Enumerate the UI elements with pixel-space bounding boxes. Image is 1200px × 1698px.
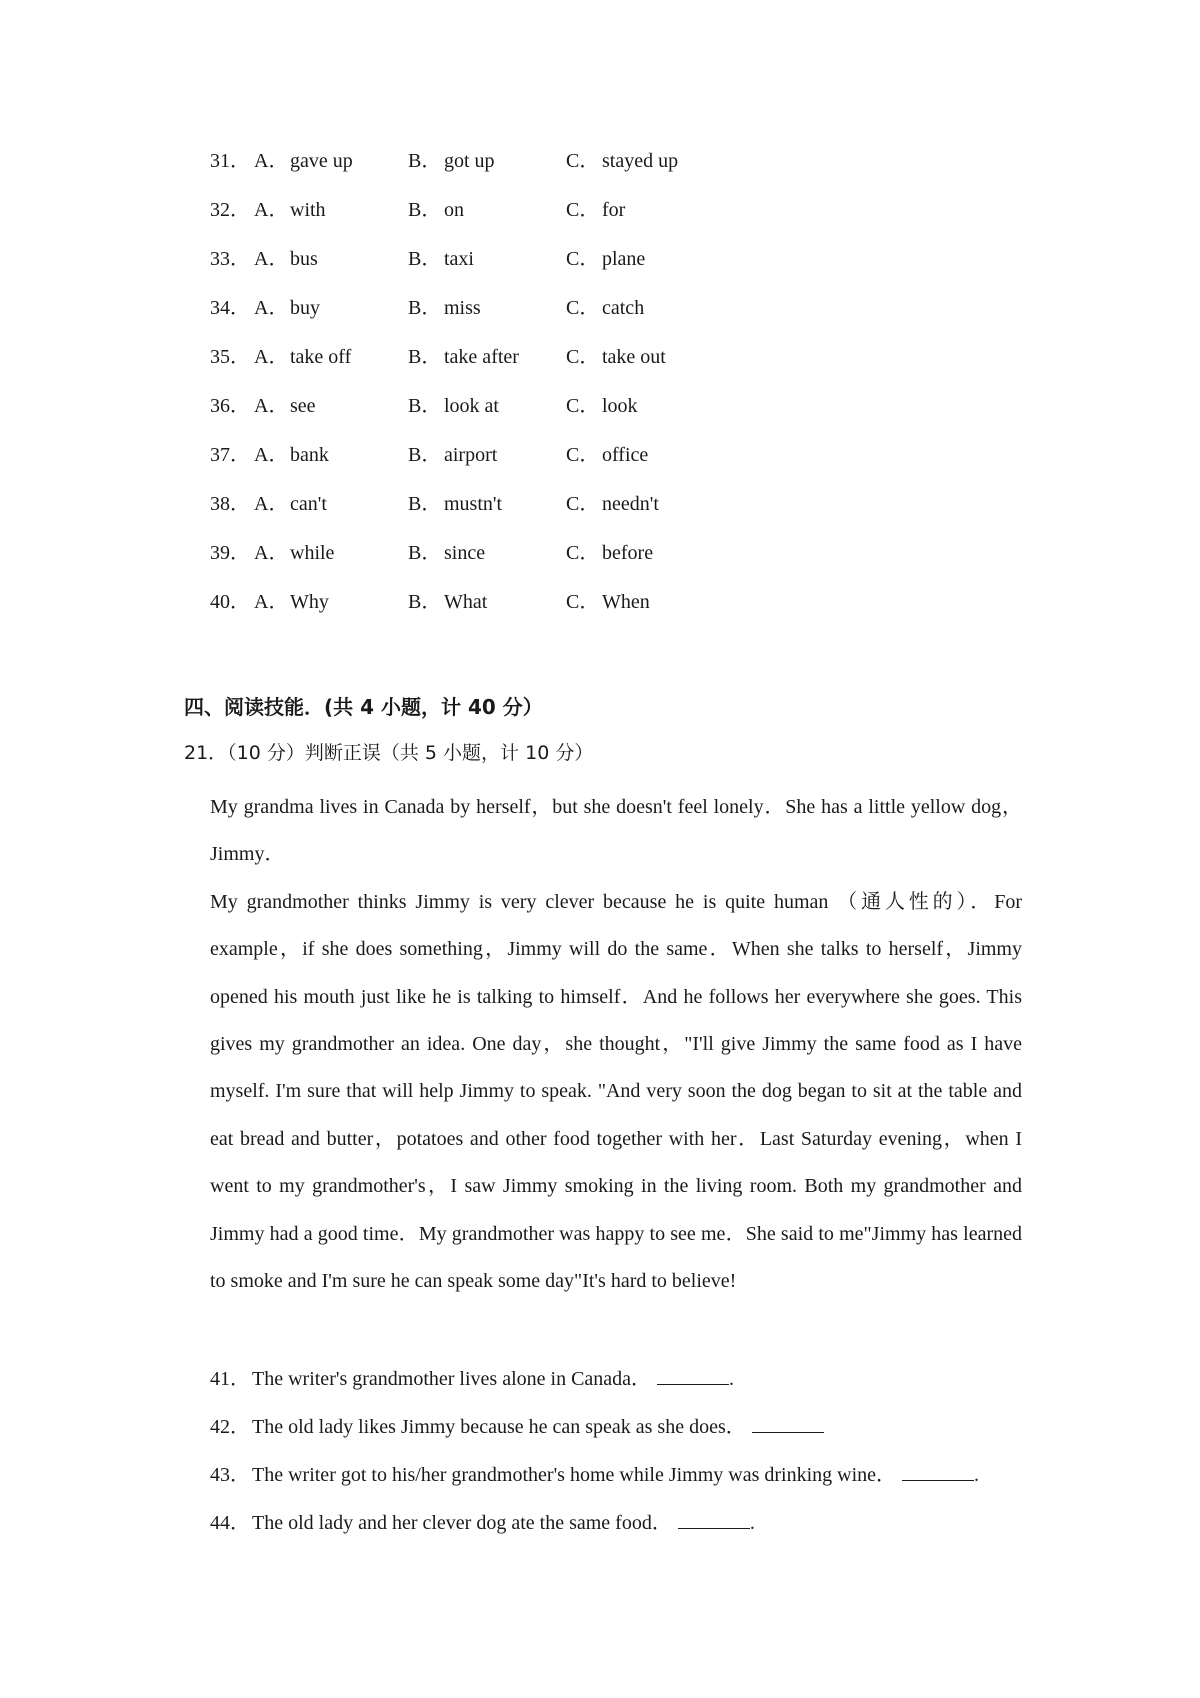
passage-paragraph-2: My grandmother thinks Jimmy is very clever because he is quite human （通人性的）．For example，if she does something，Jimmy will do the same．When she talks to herself，Jimmy opened his mouth just like he is talking to himself．And he follows her everywhere she goes. This gives my grandmother an idea. One day，she thought，"I'll give Jimmy the same food as I have myself. I'm sure that will help Jimmy to speak. "And very soon the dog began to sit at the table and eat bread and butter，potatoes and other food together with her．Last Saturday evening，when I went to my grandmother's，I saw Jimmy smoking in the living room. Both my grandmother and Jimmy had a good time．My grandmother was happy to see me．She said to me"Jimmy has learned to smoke and I'm sure he can speak some day"It's hard to believe! — [210, 890, 1022, 1293]
option-b-text: mustn't — [444, 493, 503, 515]
option-b-label: B． — [408, 150, 442, 172]
option-c-text: office — [602, 444, 649, 466]
option-b-label: B． — [408, 199, 442, 221]
option-a-text: Why — [290, 591, 329, 613]
option-b-label: B． — [408, 493, 442, 515]
option-a-label: A． — [254, 444, 289, 466]
option-c-label: C． — [566, 493, 600, 515]
option-c-label: C． — [566, 444, 600, 466]
option-c-text: look — [602, 395, 638, 417]
option-b-text: got up — [444, 150, 495, 172]
question-number: 32． — [210, 199, 250, 221]
option-c-text: plane — [602, 248, 646, 270]
option-c-label: C． — [566, 346, 600, 368]
question-number: 34． — [210, 297, 250, 319]
option-a-text: buy — [290, 297, 320, 319]
option-c-text: When — [602, 591, 650, 613]
option-c-label: C． — [566, 542, 600, 564]
option-c-label: C． — [566, 150, 600, 172]
option-b-text: take after — [444, 346, 519, 368]
option-b-label: B． — [408, 248, 442, 270]
option-c-text: before — [602, 542, 654, 564]
option-b-text: What — [444, 591, 488, 613]
true-false-statement — [210, 1364, 734, 1394]
option-a-text: bank — [290, 444, 329, 466]
statement-end-punct: . — [974, 1464, 980, 1486]
statement-text: The writer's grandmother lives alone in Canada． — [252, 1368, 652, 1390]
option-a-label: A． — [254, 248, 289, 270]
option-b-label: B． — [408, 591, 442, 613]
option-b-text: since — [444, 542, 486, 564]
option-b-label: B． — [408, 346, 442, 368]
true-false-statement — [210, 1508, 755, 1538]
option-a-label: A． — [254, 346, 289, 368]
option-a-label: A． — [254, 591, 289, 613]
question-number: 33． — [210, 248, 250, 270]
statement-text: The old lady likes Jimmy because he can speak as she does． — [252, 1416, 746, 1438]
option-a-text: take off — [290, 346, 352, 368]
question-number: 35． — [210, 346, 250, 368]
option-c-label: C． — [566, 248, 600, 270]
option-b-label: B． — [408, 542, 442, 564]
option-b-text: miss — [444, 297, 481, 319]
option-c-text: for — [602, 199, 626, 221]
true-false-statement — [210, 1412, 824, 1442]
option-a-text: see — [290, 395, 316, 417]
option-a-text: can't — [290, 493, 327, 515]
option-a-text: while — [290, 542, 335, 564]
option-a-label: A． — [254, 297, 289, 319]
statement-number: 44． — [210, 1512, 250, 1534]
reading-passage — [210, 784, 1022, 1305]
statement-number: 43． — [210, 1464, 250, 1486]
question-number: 36． — [210, 395, 250, 417]
option-c-label: C． — [566, 591, 600, 613]
option-c-text: take out — [602, 346, 666, 368]
statement-end-punct: . — [729, 1368, 735, 1390]
option-a-label: A． — [254, 150, 289, 172]
option-a-text: bus — [290, 248, 318, 270]
statement-text: The writer got to his/her grandmother's home while Jimmy was drinking wine． — [252, 1464, 897, 1486]
statement-number: 42． — [210, 1416, 250, 1438]
option-c-label: C． — [566, 297, 600, 319]
statement-text: The old lady and her clever dog ate the same food． — [252, 1512, 672, 1534]
option-c-text: needn't — [602, 493, 659, 515]
answer-blank[interactable] — [657, 1366, 729, 1385]
option-a-text: gave up — [290, 150, 353, 172]
question-number: 40． — [210, 591, 250, 613]
passage-paragraph-1: My grandma lives in Canada by herself，but she doesn't feel lonely．She has a little yellow dog，Jimmy． — [210, 796, 1022, 866]
option-b-text: taxi — [444, 248, 474, 270]
question-number: 39． — [210, 542, 250, 564]
option-a-label: A． — [254, 395, 289, 417]
option-c-text: catch — [602, 297, 645, 319]
option-a-label: A． — [254, 542, 289, 564]
question-number: 38． — [210, 493, 250, 515]
option-b-text: look at — [444, 395, 499, 417]
statement-number: 41． — [210, 1368, 250, 1390]
statement-end-punct: . — [749, 1512, 755, 1534]
question-number: 37． — [210, 444, 250, 466]
option-c-text: stayed up — [602, 150, 679, 172]
option-c-label: C． — [566, 199, 600, 221]
option-b-label: B． — [408, 395, 442, 417]
option-b-text: on — [444, 199, 464, 221]
question-header: 21．（10 分）判断正误（共 5 小题，计 10 分） — [184, 742, 594, 764]
answer-blank[interactable] — [902, 1462, 974, 1481]
option-b-label: B． — [408, 297, 442, 319]
answer-blank[interactable] — [678, 1510, 750, 1529]
option-c-label: C． — [566, 395, 600, 417]
section-title: 四、阅读技能．(共 4 小题，计 40 分） — [184, 695, 543, 719]
option-a-text: with — [290, 199, 326, 221]
option-a-label: A． — [254, 493, 289, 515]
true-false-statement — [210, 1460, 979, 1490]
question-number: 31． — [210, 150, 250, 172]
option-b-label: B． — [408, 444, 442, 466]
option-a-label: A． — [254, 199, 289, 221]
answer-blank[interactable] — [752, 1414, 824, 1433]
option-b-text: airport — [444, 444, 498, 466]
